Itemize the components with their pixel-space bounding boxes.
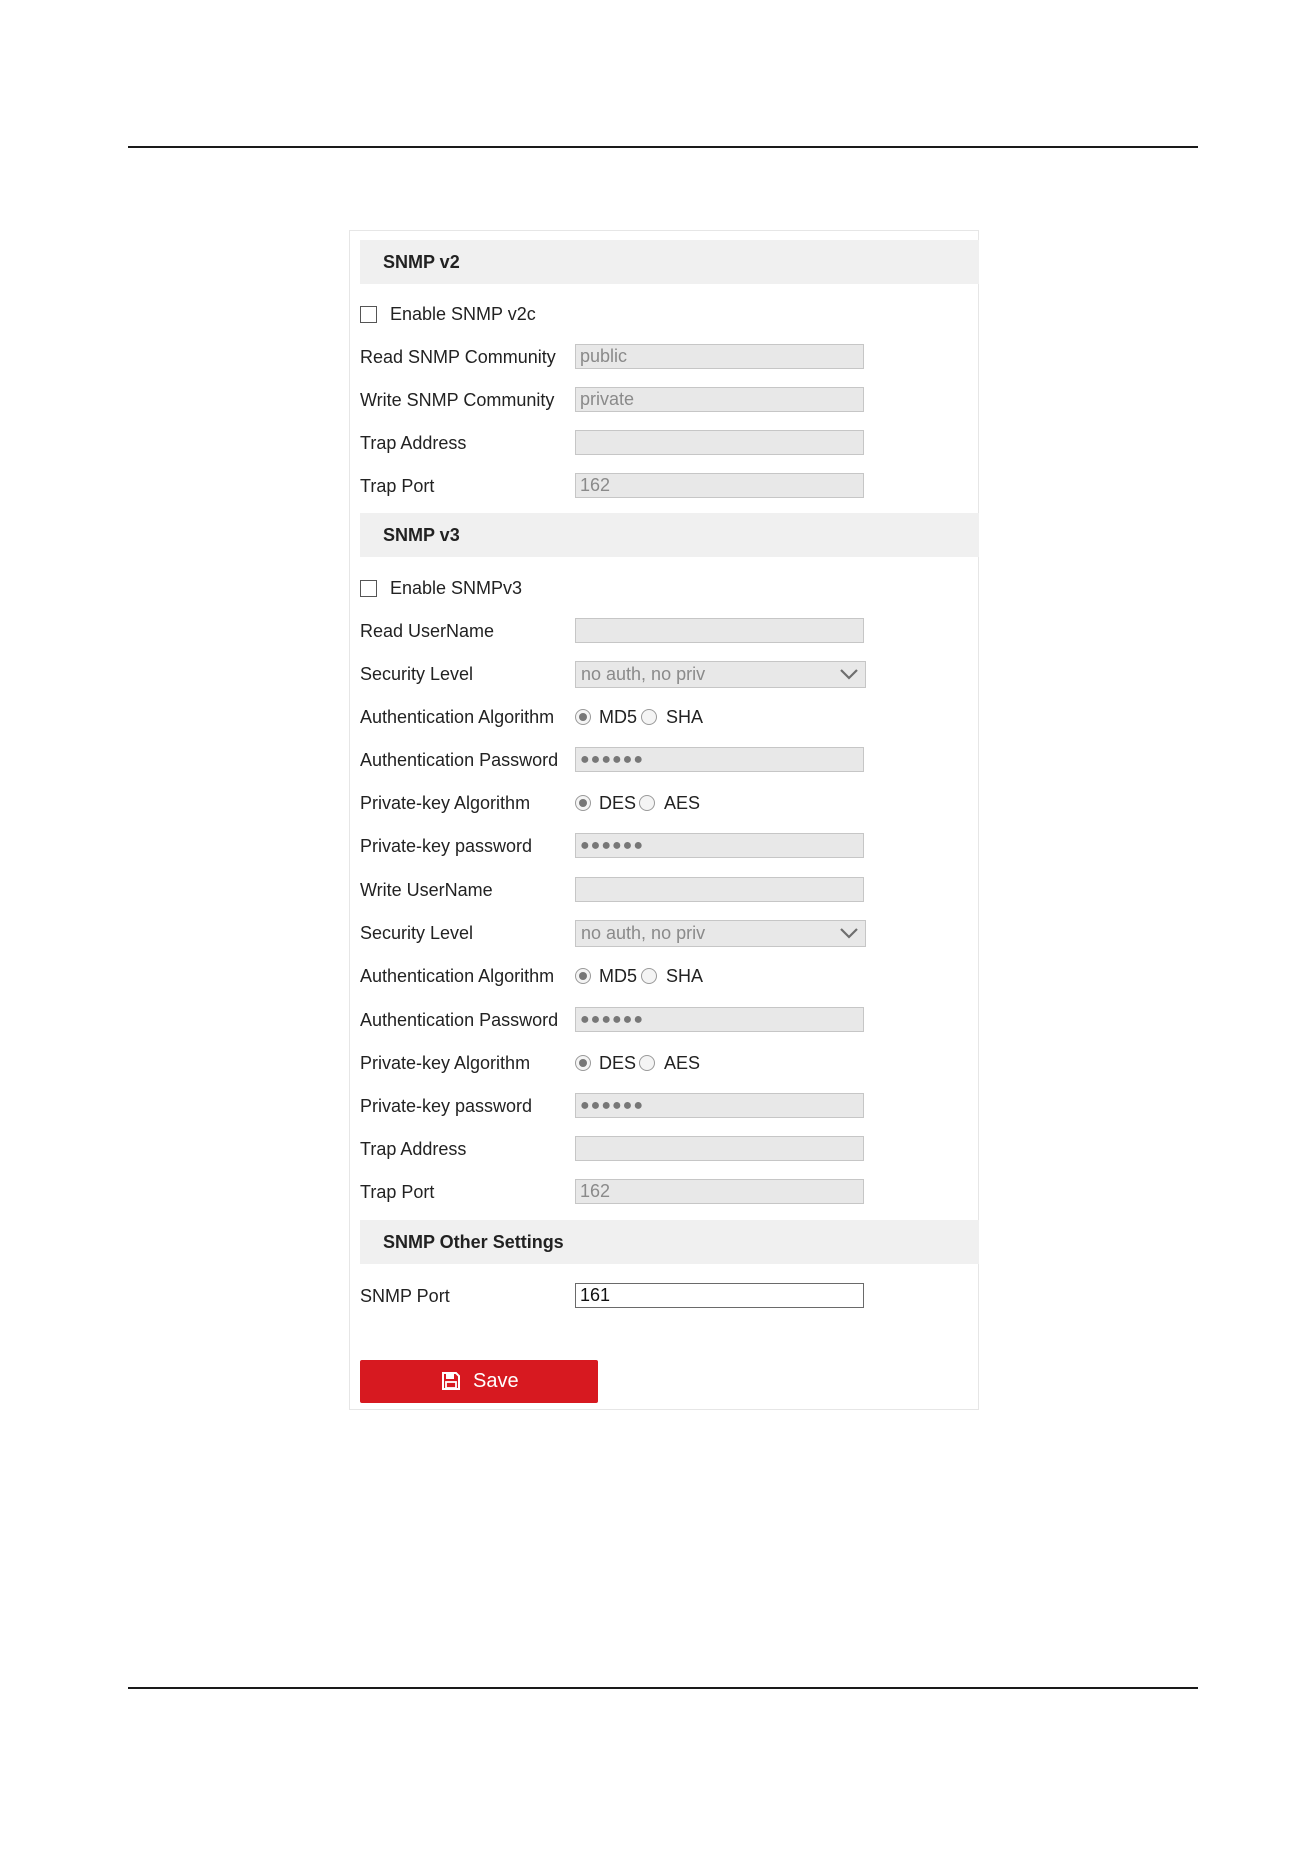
save-button[interactable] [360,1360,598,1403]
v2-trap-port-label: Trap Port [360,476,435,496]
write-auth-password-input[interactable]: ●●●●●● [575,1007,864,1032]
v2-trap-address-label: Trap Address [360,433,467,453]
snmp-port-row [360,1283,960,1309]
read-username-row [360,618,960,644]
read-security-level-row [360,661,960,687]
enable-snmp-v2c-checkbox[interactable] [360,306,377,323]
v3-trap-address-label: Trap Address [360,1139,467,1159]
section-title: SNMP v2 [383,252,460,272]
read-auth-sha-radio[interactable] [641,709,657,725]
enable-snmp-v2c-row[interactable] [360,301,960,327]
read-priv-aes-label: AES [664,793,701,813]
section-title: SNMP Other Settings [383,1232,564,1252]
write-priv-aes-radio[interactable] [639,1055,655,1071]
floppy-disk-icon [441,1371,461,1391]
v2-trap-port-row [360,473,960,499]
read-community-input[interactable]: public [575,344,864,369]
read-priv-algorithm-label: Private-key Algorithm [360,793,531,813]
enable-snmp-v3-label: Enable SNMPv3 [390,578,523,598]
write-security-level-row [360,920,960,946]
write-community-label: Write SNMP Community [360,390,555,410]
write-community-row [360,387,960,413]
read-priv-aes-radio[interactable] [639,795,655,811]
read-auth-password-label: Authentication Password [360,750,559,770]
write-username-label: Write UserName [360,880,493,900]
write-username-row [360,877,960,903]
snmp-settings-panel [349,230,979,1410]
write-auth-algorithm-row [360,963,960,989]
write-priv-algorithm-label: Private-key Algorithm [360,1053,531,1073]
v2-trap-address-row [360,430,960,456]
write-auth-algorithm-label: Authentication Algorithm [360,966,555,986]
enable-snmp-v2c-label: Enable SNMP v2c [390,304,536,324]
enable-snmp-v3-row[interactable] [360,575,960,601]
read-priv-des-radio[interactable] [575,795,591,811]
read-auth-algorithm-label: Authentication Algorithm [360,707,555,727]
chevron-down-icon [839,667,859,681]
read-community-row [360,344,960,370]
read-auth-password-row [360,747,960,773]
section-header-snmp-v3 [360,513,979,557]
read-community-label: Read SNMP Community [360,347,556,367]
v3-trap-address-input[interactable] [575,1136,864,1161]
write-priv-aes-label: AES [664,1053,701,1073]
read-security-level-value: no auth, no priv [581,664,706,684]
read-auth-algorithm-row [360,704,960,730]
read-username-input[interactable] [575,618,864,643]
snmp-port-label: SNMP Port [360,1286,450,1306]
snmp-port-input[interactable]: 161 [575,1283,864,1308]
write-auth-password-label: Authentication Password [360,1010,559,1030]
v3-trap-port-input[interactable]: 162 [575,1179,864,1204]
section-title: SNMP v3 [383,525,460,545]
read-priv-algorithm-row [360,790,960,816]
v3-trap-port-label: Trap Port [360,1182,435,1202]
write-priv-password-label: Private-key password [360,1096,533,1116]
write-security-level-value: no auth, no priv [581,923,706,943]
write-security-level-select[interactable] [575,920,866,947]
write-priv-des-radio[interactable] [575,1055,591,1071]
v2-trap-port-input[interactable]: 162 [575,473,864,498]
section-header-snmp-other [360,1220,979,1264]
write-auth-sha-label: SHA [666,966,704,986]
read-security-level-select[interactable] [575,661,866,688]
section-header-snmp-v2 [360,240,979,284]
write-security-level-label: Security Level [360,923,474,943]
read-security-level-label: Security Level [360,664,474,684]
write-username-input[interactable] [575,877,864,902]
v3-trap-address-row [360,1136,960,1162]
v2-trap-address-input[interactable] [575,430,864,455]
write-auth-md5-label: MD5 [599,966,638,986]
chevron-down-icon [839,926,859,940]
write-auth-md5-radio[interactable] [575,968,591,984]
page-footer-rule [128,1687,1198,1689]
write-priv-password-row [360,1093,960,1119]
write-priv-password-input[interactable]: ●●●●●● [575,1093,864,1118]
read-auth-sha-label: SHA [666,707,704,727]
read-username-label: Read UserName [360,621,495,641]
read-priv-password-row [360,833,960,859]
page-header-rule [128,146,1198,148]
read-priv-password-input[interactable]: ●●●●●● [575,833,864,858]
read-auth-md5-label: MD5 [599,707,638,727]
v3-trap-port-row [360,1179,960,1205]
write-priv-algorithm-row [360,1050,960,1076]
save-button-label: Save [473,1370,519,1392]
write-priv-des-label: DES [599,1053,637,1073]
read-priv-des-label: DES [599,793,637,813]
write-auth-password-row [360,1007,960,1033]
enable-snmp-v3-checkbox[interactable] [360,580,377,597]
read-auth-password-input[interactable]: ●●●●●● [575,747,864,772]
read-auth-md5-radio[interactable] [575,709,591,725]
write-community-input[interactable]: private [575,387,864,412]
write-auth-sha-radio[interactable] [641,968,657,984]
read-priv-password-label: Private-key password [360,836,533,856]
